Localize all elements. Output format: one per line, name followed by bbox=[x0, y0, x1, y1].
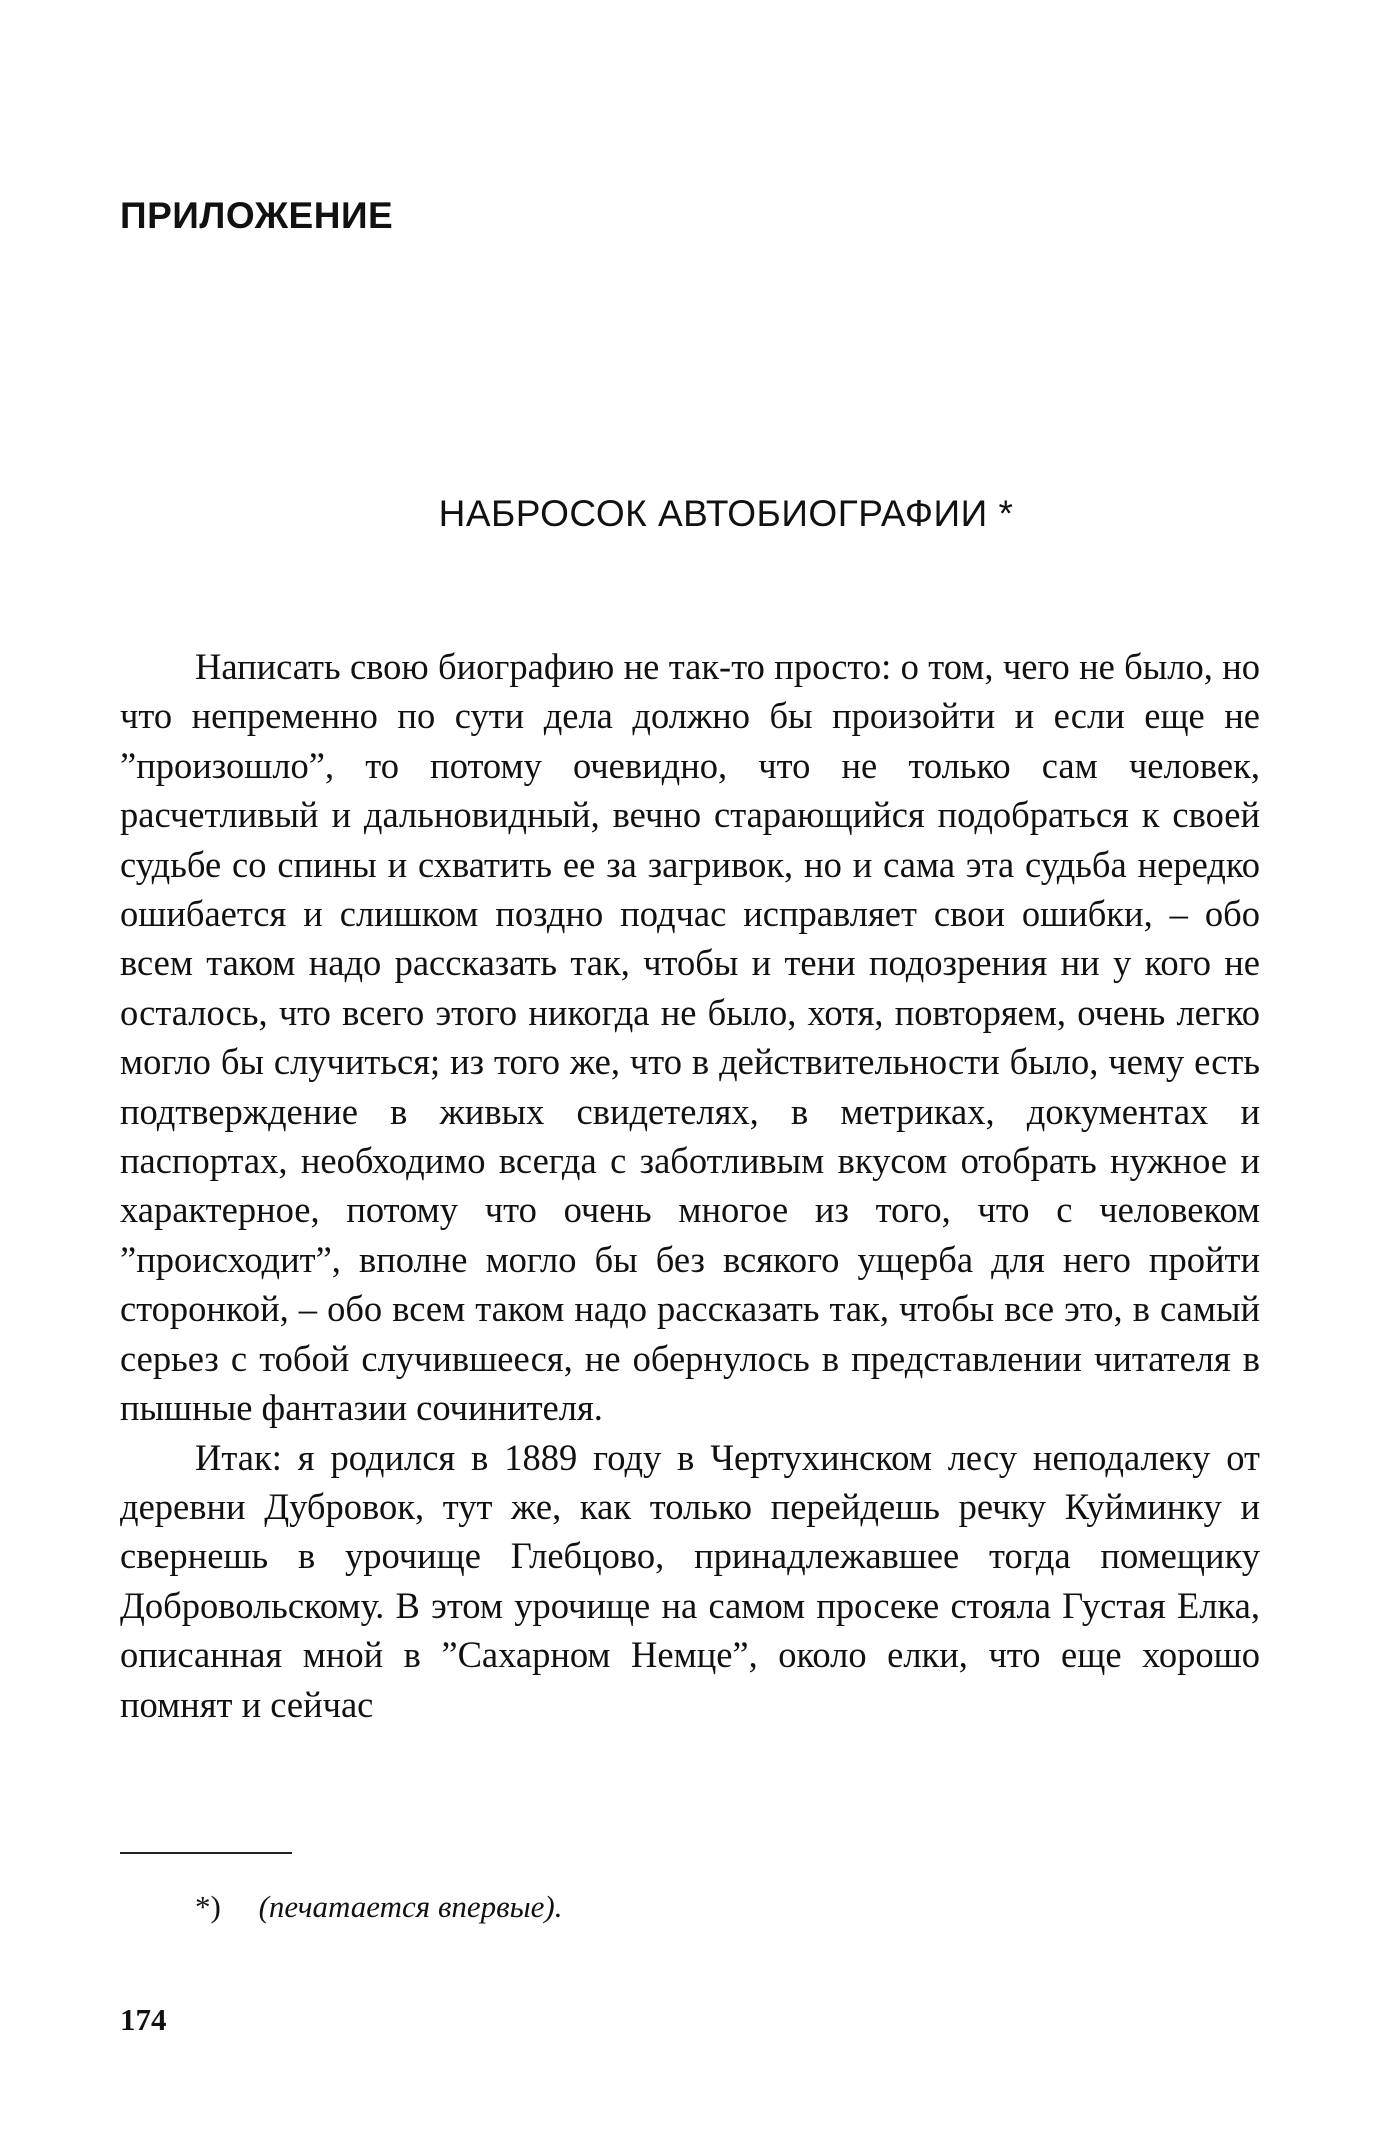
footnote-divider bbox=[120, 1852, 292, 1854]
main-text bbox=[120, 642, 1260, 1729]
chapter-title: НАБРОСОК АВТОБИОГРАФИИ * bbox=[438, 493, 1014, 534]
paragraph-1: Написать свою биографию не так-то просто: о том, чего не было, но что непременно по сути дела должно бы произойти и если еще не ”произошло”, то потому очевидно, что не только сам человек, расчетливый и дальновидный, вечно старающийся подобраться к своей судьбе со спины и схватить ее за загривок, но и сама эта судьба нередко ошибается и слишком поздно подчас исправляет свои ошибки, – обо всем таком надо рассказать так, чтобы и тени подозрения ни у кого не осталось, что всего этого никогда не было, хотя, повторяем, очень легко могло бы случиться; из того же, что в действительности было, чему есть подтверждение в живых свидетелях, в метриках, документах и паспортах, необходимо всегда с заботливым вкусом отобрать нужное и характерное, потому что очень многое из того, что с человеком ”происходит”, вполне могло бы без всякого ущерба для него пройти сторонкой, – обо всем таком надо рассказать так, чтобы все это, в самый серьез с тобой случившееся, не обернулось в представлении читателя в пышные фантазии сочинителя. bbox=[120, 646, 1260, 1429]
section-title: ПРИЛОЖЕНИЕ bbox=[120, 195, 394, 236]
paragraph-2: Итак: я родился в 1889 году в Чертухинском лесу неподалеку от деревни Дубровок, тут же, как только перейдешь речку Куйминку и свернешь в урочище Глебцово, принадлежавшее тогда помещику Добровольскому. В этом урочище на самом просеке стояла Густая Елка, описанная мной в ”Сахарном Немце”, около елки, что еще хорошо помнят и сейчас bbox=[120, 1436, 1260, 1725]
footnote bbox=[195, 1887, 562, 1927]
footnote-mark: *) bbox=[195, 1889, 221, 1924]
page-number: 174 bbox=[120, 2002, 167, 2037]
footnote-text: (печатается впервые). bbox=[258, 1889, 563, 1924]
